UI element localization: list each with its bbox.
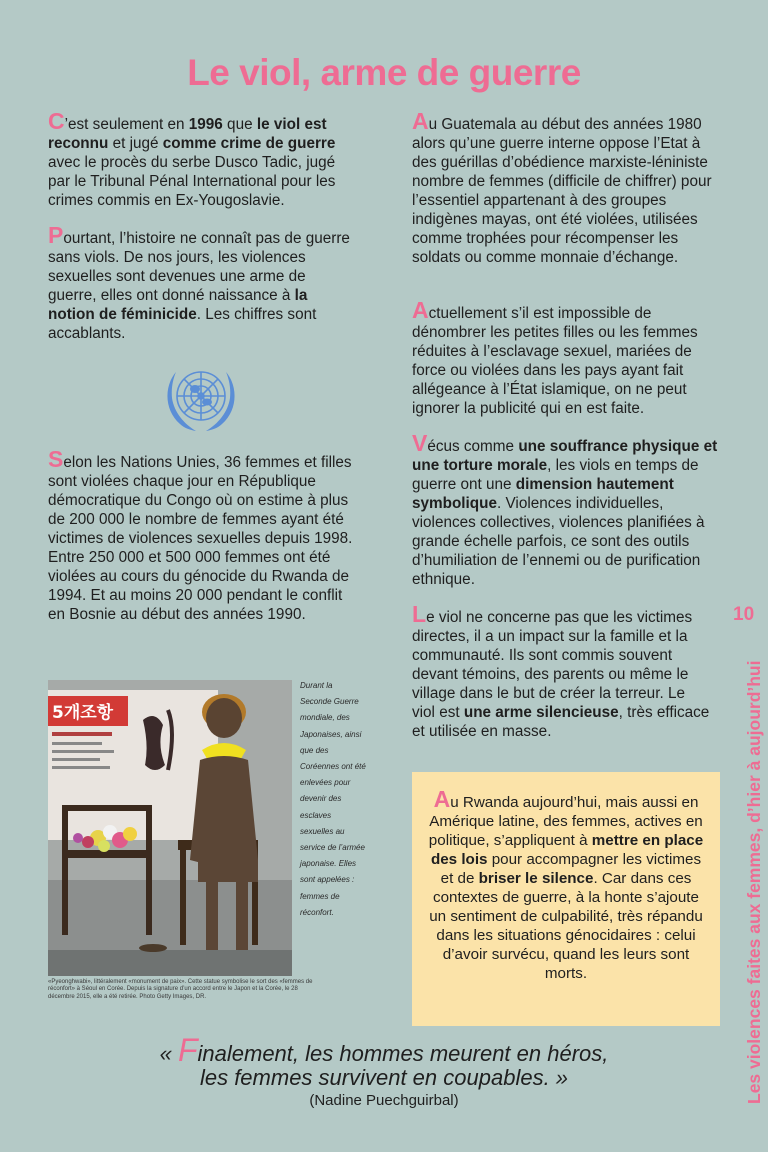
left-paragraph-3: Selon les Nations Unies, 36 femmes et filles sont violées chaque jour en République démocratique du Congo où on estime à plus de 200 000 le nombre de femmes ayant été victimes de violences sexuelles depuis 1998. Entre 250 000 et 500 000 femmes ont été violées au cours du génocide du Rwanda de 1994. Et au moins 20 000 pendant le conflit en Bosnie au début des années 1990. [48,446,353,623]
closing-quote: « Finalement, les hommes meurent en héros, les femmes survivent en coupables. » (Nadine Puechguirbal) [0,1038,768,1109]
photo-under-caption: «Pyeonghwabi», littéralement «monument de paix». Cette statue symbolise le sort des «femmes de réconfort» à Séoul en Corée. Depuis la signature d’un accord entre le Japon et la Corée, le 28 décembre 2015, elle a été retirée. Photo Getty Images, DR. [48,979,313,1000]
highlight-box [412,772,720,1026]
right-paragraph-3-wrap [412,430,722,589]
quote-author: (Nadine Puechguirbal) [309,1092,459,1109]
photo-side-caption: Durant la Seconde Guerre mondiale, des Japonaises, ainsi que des Coréennes ont été enlevées pour devenir des esclaves sexuelles au service de l’armée japonaise. Elles sont appelées : femmes de réconfort. [300,681,366,917]
page-title: Le viol, arme de guerre [187,52,581,93]
right-paragraph-4-wrap [412,601,712,741]
right-paragraph-4: Le viol ne concerne pas que les victimes directes, il a un impact sur la famille et la communauté. Ils sont commis souvent devant témoins, des parents ou même le village dans le but de créer la terreur. Le viol est une arme silencieuse, très efficace et utilisée en masse. [412,601,710,740]
right-paragraph-2: Actuellement s’il est impossible de dénombrer les petites filles ou les femmes réduites à l’esclavage sexuel, mariées de force ou violées dans les pays ayant fait allégeance à l’État islamique, on ne peut ignorer la publicité qui en est faite. [412,297,698,417]
un-emblem-icon [154,358,248,438]
left-column [48,108,358,210]
highlight-box-text: Au Rwanda aujourd’hui, mais aussi en Amérique latine, des femmes, actives en politique, s’appliquent à mettre en place des lois pour accompagner les victimes et de briser le silence. Car dans ces contextes de guerre, à la honte s’ajoute un sentiment de culpabilité, très répandu dans les situations génocidaires : celui d’avoir survécu, quand les leurs sont morts. [428,786,704,982]
statue-illustration [48,680,292,976]
left-paragraph-2-wrap [48,222,358,343]
page-number: 10 [733,604,755,625]
left-paragraph-3-wrap [48,446,358,624]
statue-photo [48,680,292,976]
sign-text: 5개조항 [52,703,114,723]
side-series-title: Les violences faites aux femmes, d’hier à aujourd’hui [744,660,764,1104]
right-paragraph-1: Au Guatemala au début des années 1980 alors qu’une guerre interne oppose l’Etat à des guérillas d’obédience marxiste-léniniste nombre de femmes (difficile de chiffrer) pour l’essentiel appartenant à des groupes indigènes mayas, ont été violées, utilisées comme trophées pour récompenser les soldats ou comme monnaie d’échange. [412,108,712,266]
right-paragraph-2-wrap [412,297,722,418]
left-paragraph-2: Pourtant, l’histoire ne connaît pas de guerre sans viols. De nos jours, les violences sexuelles sont devenues une arme de guerre, elles ont donné naissance à la notion de féminicide. Les chiffres sont accablants. [48,222,350,342]
right-paragraph-3: Vécus comme une souffrance physique et une torture morale, les viols en temps de guerre ont une dimension hautement symbolique. Violences individuelles, violences collectives, violences planifiées à grande échelle parfois, ce sont des outils d’humiliation de l’ennemi ou de purification ethnique. [412,430,718,588]
right-paragraph-1-wrap [412,108,722,267]
left-paragraph-1: C’est seulement en 1996 que le viol est reconnu et jugé comme crime de guerre avec le procès du serbe Dusco Tadic, jugé par le Tribunal Pénal International pour les crimes commis en Ex-Yougoslavie. [48,108,336,209]
